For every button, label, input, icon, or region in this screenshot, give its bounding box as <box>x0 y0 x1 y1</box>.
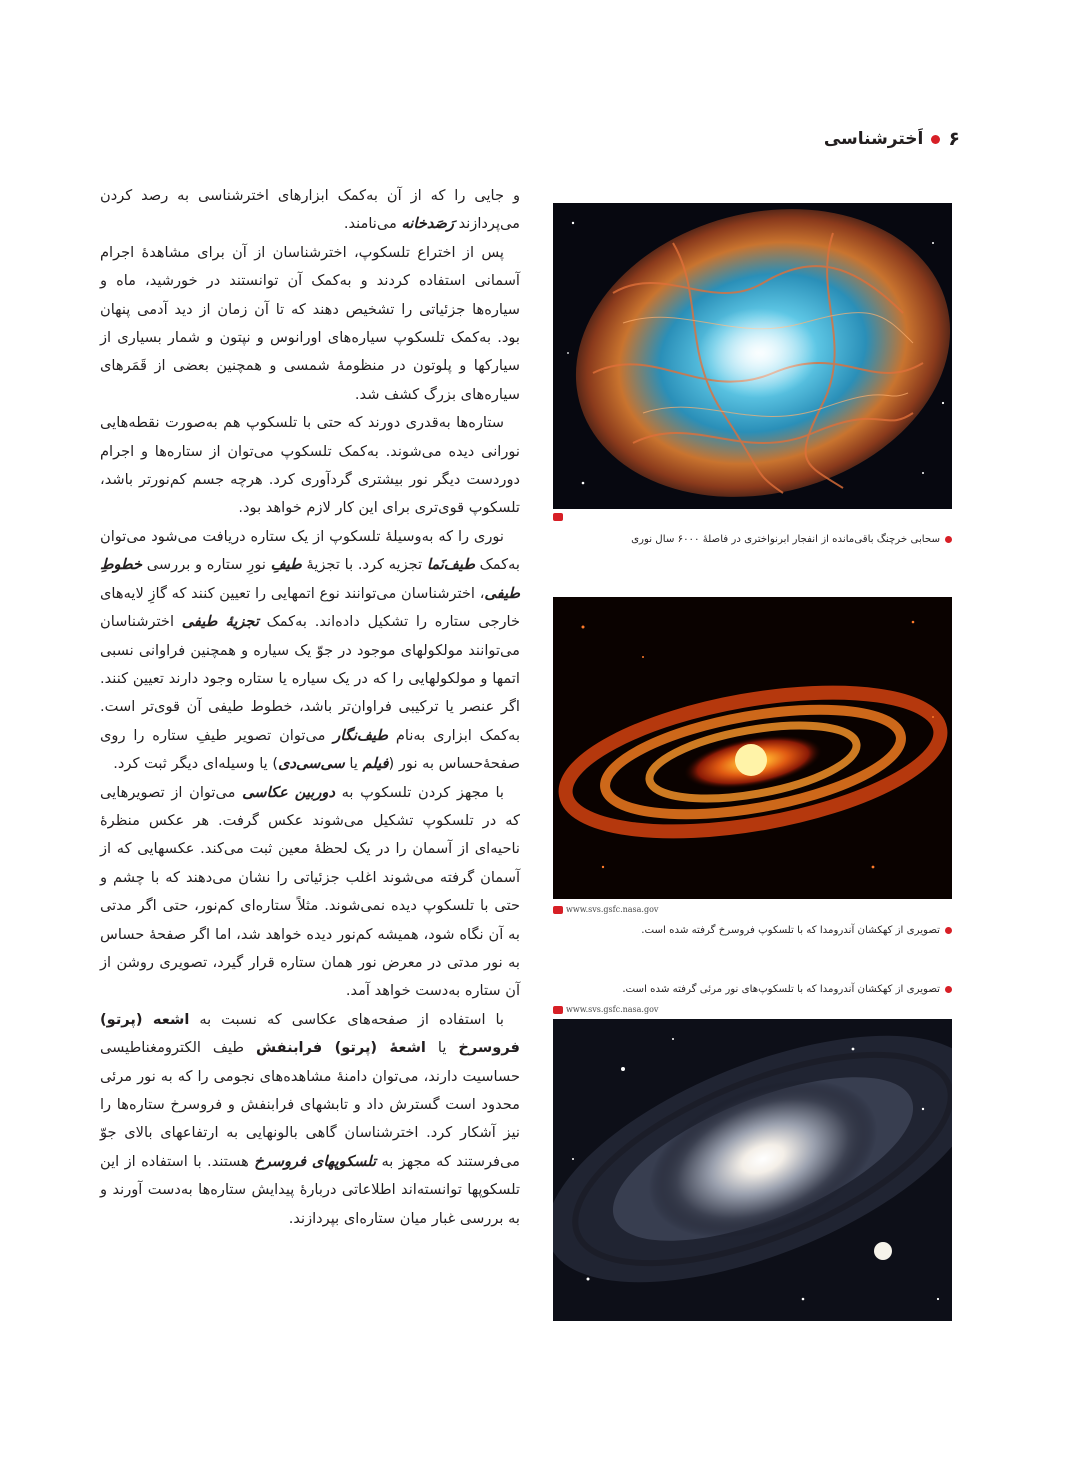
caption-bullet-icon <box>945 986 952 993</box>
term-ultraviolet: اشعهٔ (پرتو) فرابنفش <box>255 1039 426 1057</box>
text-run: و جایی را که از آن به‌کمک ابزارهای اخترشناسی به رصد کردن می‌پردازند <box>100 187 520 233</box>
andromeda-visible-credit: www.svs.gsfc.nasa.gov <box>566 1005 659 1014</box>
text-run: می‌توان از تصویرهایی که در تلسکوپ تشکیل می‌شوند عکس گرفت. هر عکس منظرهٔ ناحیه‌ای از آسمان را در یک لحظهٔ معین ثبت می‌کند. عکسهایی که از آسمان گرفته می‌شوند اغلب جزئیاتی را نشان می‌دهند که با چشم و حتی با تلسکوپ دیده نمی‌شوند. مثلاً ستاره‌ای کم‌نور، حتی اگر مدتی به آن نگاه شود، همیشه کم‌نور دیده خواهد شد، اما اگر صفحهٔ حساس به نور مدتی در معرض نور همان ستاره قرار گیرد، تصویری روشن از آن ستاره به‌دست خواهد آمد. <box>100 783 520 1000</box>
caption-text: تصویری از کهکشان آندرومدا که با تلسکوپ فروسرخ گرفته شده است. <box>641 925 940 936</box>
term-ccd: سی‌سی‌دی <box>278 755 345 773</box>
term-camera: دوربین عکاسی <box>242 783 335 801</box>
andromeda-ir-caption <box>641 925 952 936</box>
andromeda-visible-caption <box>622 984 952 995</box>
text-run: ) یا وسیله‌ای دیگر ثبت کرد. <box>113 755 279 773</box>
term-film: فیلم <box>362 755 389 773</box>
term-spectral-lines: خطوطِ طیفی <box>100 556 520 602</box>
andromeda-ir-credit: www.svs.gsfc.nasa.gov <box>566 905 659 914</box>
crab-nebula-image <box>553 203 952 509</box>
andromeda-infrared-image <box>553 597 952 899</box>
page-header <box>660 124 960 154</box>
term-spectral-analysis: تجزیهٔ طیفی <box>181 613 259 631</box>
paragraph-6 <box>100 1006 520 1233</box>
chapter-title: اَخترشناسی <box>823 129 924 149</box>
andromeda-visible-image <box>553 1019 952 1321</box>
body-text <box>100 182 520 1233</box>
text-run: اخترشناسان می‌توانند مولکولهای موجود در جوّ یک سیاره و همچنین فراوانی نسبی اتمها و مولکولهایی را که در یک سیاره یا ستاره وجود دارند تعیین کنند. اگر عنصر یا ترکیبی فراوان‌تر باشد، خطوط طیفی آن قوی‌تر است. به‌کمک ابزاری به‌نام <box>100 613 521 744</box>
term-observatory: رَصَدخانه <box>401 215 454 233</box>
term-spectroscope: طیف‌نَما <box>426 556 475 574</box>
paragraph-1 <box>100 182 520 239</box>
andromeda-infrared-illustration <box>553 597 952 899</box>
text-run: هستند. با استفاده از این تلسکوپها توانسته‌اند اطلاعاتی دربارهٔ پیدایش ستاره‌ها به‌دست آورند و به بررسی غبار میان ستاره‌ای بپردازند. <box>100 1152 520 1227</box>
text-run: طیف الکترومغناطیسی حساسیت دارند، می‌توان دامنهٔ مشاهده‌های نجومی را که به نور مرئی محدود است گسترش داد و تابشهای فرابنفش و فروسرخ ستاره‌ها را نیز آشکار کرد. اخترشناسان گاهی بالونهایی به ارتفاعهای بالای جوّ می‌فرستند که مجهز به <box>100 1039 521 1170</box>
paragraph-3: ستاره‌ها به‌قدری دورند که حتی با تلسکوپ هم به‌صورت نقطه‌هایی نورانی دیده می‌شوند. به‌کمک تلسکوپ می‌توان از ستاره‌ها و اجرام دوردست دیگر نور بیشتری گردآوری کرد. هرچه جسم کم‌نورتر باشد، تلسکوپ قوی‌تری برای این کار لازم خواهد بود. <box>100 414 520 517</box>
paragraph-2: پس از اختراع تلسکوپ، اخترشناسان از آن برای مشاهدهٔ اجرام آسمانی استفاده کردند و به‌کمک آن توانستند در خورشید، ماه و سیاره‌ها جزئیاتی را تشخیص دهند که تا آن زمان از دید آدمی پنهان بود. به‌کمک تلسکوپ سیاره‌های اورانوس و نپتون و شمار بسیاری از سیارکها و پلوتون در منظومهٔ شمسی و همچنین بعضی از قَمَرهای سیاره‌های بزرگ کشف شد. <box>100 243 520 403</box>
credit-mark-icon <box>553 513 563 521</box>
paragraph-5 <box>100 779 520 1006</box>
caption-bullet-icon <box>945 536 952 543</box>
text-run: می‌توان تصویر طیفِ ستاره را روی صفحهٔ‌حساس به نور ( <box>100 726 520 773</box>
paragraph-4 <box>100 523 520 779</box>
text-run: یا <box>425 1039 459 1057</box>
crab-caption <box>631 534 952 545</box>
text-run: می‌نامند. <box>343 215 402 233</box>
credit-mark-icon <box>553 906 563 914</box>
term-infrared-telescopes: تلسکوپهای فروسرخ <box>254 1152 377 1170</box>
text-run: با استفاده از صفحه‌های عکاسی که نسبت به <box>189 1010 504 1028</box>
text-run: تجزیه کرد. با تجزیهٔ <box>301 556 427 574</box>
text-run: با مجهز کردن تلسکوپ به <box>334 783 504 801</box>
term-spectrum: طیفِ <box>270 556 302 574</box>
caption-text: تصویری از کهکشان آندرومدا که با تلسکوپ‌های نور مرئی گرفته شده است. <box>622 984 940 995</box>
text-run: نوری را که به‌وسیلهٔ تلسکوپ از یک ستاره دریافت می‌شود می‌توان به‌کمک <box>100 527 520 574</box>
page-number: ۶ <box>948 128 960 150</box>
caption-bullet-icon <box>945 927 952 934</box>
term-spectrograph: طیف‌نگار <box>333 726 389 744</box>
caption-text: سحابی خرچنگ باقی‌مانده از انفجار ابرنواختری در فاصلهٔ ۶۰۰۰ سال نوری <box>631 534 940 545</box>
term-infrared: اشعه (پرتو) فروسرخ <box>100 1010 520 1057</box>
andromeda-visible-illustration <box>553 1019 952 1321</box>
crab-nebula-illustration <box>553 203 952 509</box>
credit-mark-icon <box>553 1006 563 1014</box>
text-run: ، اخترشناسان می‌توانند نوع اتمهایی را تعیین کنند که گازِ لایه‌های خارجی ستاره را تشکیل داده‌اند. به‌کمک <box>100 584 520 631</box>
text-run: یا <box>344 755 363 773</box>
text-run: نورِ ستاره و بررسی <box>142 556 271 574</box>
header-bullet-icon <box>931 135 940 144</box>
